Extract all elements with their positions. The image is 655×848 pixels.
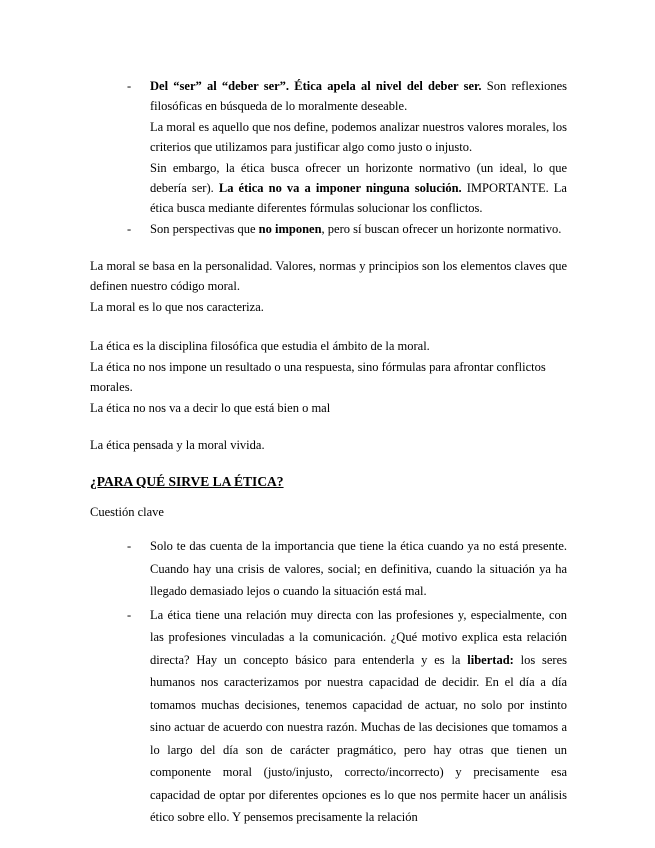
text-run: , pero sí buscan ofrecer un horizonte normativo. (321, 222, 562, 236)
text-run: La moral es lo que nos caracteriza. (90, 300, 264, 314)
spacer (90, 456, 567, 472)
bullet-marker: - (127, 222, 132, 236)
paragraph (90, 398, 567, 418)
list-paragraph (150, 76, 567, 116)
spacer (90, 523, 567, 535)
list-item-content (150, 604, 567, 830)
text-run: Cuestión clave (90, 505, 164, 519)
text-run: La moral se basa en la personalidad. Valores, normas y principios son los elementos claves que definen nuestro código moral. (90, 259, 567, 293)
text-run: ¿PARA QUÉ SIRVE LA ÉTICA? (90, 474, 284, 489)
spacer (90, 492, 567, 502)
text-run: Sin embargo, la ética busca ofrecer un horizonte normativo (un ideal, lo que debería ser). (150, 161, 567, 195)
list-paragraph (150, 219, 567, 239)
list-paragraph (150, 535, 567, 603)
list-item-content (150, 219, 567, 240)
text-run: La moral es aquello que nos define, podemos analizar nuestros valores morales, los criterios que utilizamos para justificar algo como justo o injusto. (150, 120, 567, 154)
bullet-marker: - (127, 607, 132, 622)
text-run: La ética pensada y la moral vivida. (90, 438, 265, 452)
paragraph (90, 256, 567, 296)
bold-text-run: Del “ser” al “deber ser”. Ética apela al nivel del deber ser. (150, 79, 482, 93)
bullet-list (90, 535, 567, 830)
text-run: La ética no nos va a decir lo que está bien o mal (90, 401, 331, 415)
spacer (90, 240, 567, 256)
text-run: Son perspectivas que (150, 222, 259, 236)
list-item-content (150, 76, 567, 219)
list-item-content (150, 535, 567, 604)
bullet-marker: - (127, 539, 132, 553)
text-run: los seres humanos nos caracterizamos por nuestra capacidad de decidir. En el día a día tomamos muchas decisiones, tenemos capacidad de actuar, no solo por instinto sino actuar de acuerdo con nuestra razón. Muchas de las decisiones que tomamos a lo largo del día son de carácter pragmático, pero hay otras que tienen un componente moral (justo/injusto, correcto/incorrecto) y precisamente esa capacidad de optar por diferentes opciones es lo que nos permite hacer un análisis ético sobre ello. Y pensemos precisamente la relación (150, 652, 568, 824)
list-paragraph (150, 117, 567, 157)
text-run: La ética es la disciplina filosófica que estudia el ámbito de la moral. (90, 339, 430, 353)
bullet-list (90, 76, 567, 240)
list-item (90, 535, 567, 604)
list-item (90, 604, 567, 830)
document-content (90, 76, 567, 830)
list-item (90, 76, 567, 219)
text-run: La ética tiene una relación muy directa con las profesiones y, especialmente, con las profesiones vinculadas a la comunicación. ¿Qué motivo explica esta relación directa? Hay un concepto básico para entenderla y es la (150, 607, 567, 667)
spacer (90, 318, 567, 336)
bold-text-run: no imponen (258, 222, 322, 236)
text-run: Solo te das cuenta de la importancia que tiene la ética cuando ya no está presente. Cuando hay una crisis de valores, social; en definitiva, cuando la situación ya ha llegado demasiado lejos o cuando la situación está mal. (150, 539, 567, 598)
text-run: La ética no nos impone un resultado o una respuesta, sino fórmulas para afrontar conflictos morales. (90, 360, 546, 394)
spacer (90, 419, 567, 435)
text-run: Son reflexiones filosóficas en búsqueda de lo moralmente deseable. (150, 79, 568, 113)
bold-text-run: libertad: (467, 652, 514, 667)
bullet-marker: - (127, 79, 132, 93)
list-item (90, 219, 567, 240)
paragraph (90, 502, 567, 522)
paragraph (90, 357, 567, 397)
text-run: IMPORTANTE. La ética busca mediante diferentes fórmulas solucionar los conflictos. (150, 181, 567, 215)
list-paragraph (150, 158, 567, 218)
paragraph (90, 336, 567, 356)
section-heading (90, 472, 567, 492)
paragraph (90, 297, 567, 317)
bold-text-run: La ética no va a imponer ninguna solución. (218, 181, 462, 195)
paragraph (90, 435, 567, 455)
list-paragraph (150, 604, 567, 829)
